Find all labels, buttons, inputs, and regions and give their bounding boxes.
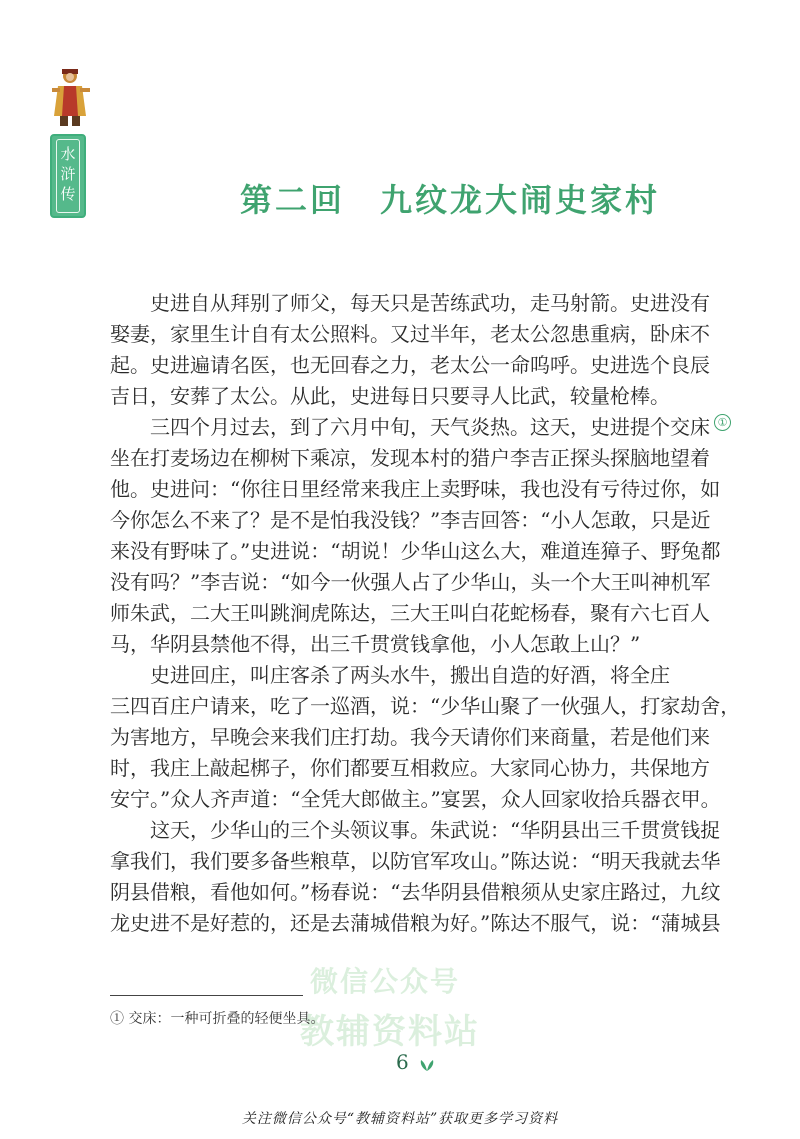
- body-line-with-footnote: [110, 412, 728, 443]
- body-line: 三四百庄户请来，吃了一巡酒，说：“少华山聚了一伙强人，打家劫舍，: [110, 694, 741, 718]
- footnote-marker[interactable]: ①: [714, 414, 731, 431]
- body-line: 吉日，安葬了太公。从此，史进每日只要寻人比武，较量枪棒。: [110, 384, 670, 408]
- footnote-divider: [110, 995, 303, 996]
- leaf-ornament-icon: [418, 1058, 436, 1072]
- body-line: 龙史进不是好惹的，还是去蒲城借粮为好。”陈达不服气，说：“蒲城县: [110, 911, 721, 935]
- body-line: 起。史进遍请名医，也无回春之力，老太公一命呜呼。史进选个良辰: [110, 353, 710, 377]
- body-line: 这天，少华山的三个头领议事。朱武说：“华阴县出三千贯赏钱捉: [150, 818, 721, 842]
- body-line: 他。史进问：“你往日里经常来我庄上卖野味，我也没有亏待过你，如: [110, 477, 721, 501]
- footnote: ① 交床：一种可折叠的轻便坐具。: [110, 1011, 325, 1027]
- body-line: 师朱武，二大王叫跳涧虎陈达，三大王叫白花蛇杨春，聚有六七百人: [110, 601, 710, 625]
- bottom-banner: 关注微信公众号“教辅资料站”获取更多学习资料: [241, 1111, 559, 1127]
- body-line: 史进自从拜别了师父，每天只是苦练武功，走马射箭。史进没有: [150, 291, 710, 315]
- watermark: [300, 960, 540, 1060]
- watermark-line1: 微信公众号: [310, 965, 461, 998]
- costumed-figure-illustration: [48, 66, 92, 128]
- body-line: 没有吗？”李吉说：“如今一伙强人占了少华山，头一个大王叫神机军: [110, 570, 711, 594]
- body-line: 拿我们，我们要多备些粮草，以防官军攻山。”陈达说：“明天我就去华: [110, 849, 721, 873]
- body-line: 安宁。”众人齐声道：“全凭大郎做主。”宴罢，众人回家收拾兵器衣甲。: [110, 787, 721, 811]
- side-tab-frame: [56, 139, 80, 213]
- body-text: [110, 288, 741, 939]
- body-line: 马，华阴县禁他不得，出三千贯赏钱拿他，小人怎敢上山？”: [110, 632, 641, 656]
- side-tab-label: 水浒传: [58, 146, 77, 206]
- body-line: 时，我庄上敲起梆子，你们都要互相救应。大家同心协力，共保地方: [110, 756, 710, 780]
- body-line: 坐在打麦场边在柳树下乘凉，发现本村的猎户李吉正探头探脑地望着: [110, 446, 710, 470]
- body-line: 阴县借粮，看他如何。”杨春说：“去华阴县借粮须从史家庄路过，九纹: [110, 880, 721, 904]
- watermark-line2: 教辅资料站: [300, 1012, 480, 1052]
- chapter-title: 第二回 九纹龙大闹史家村: [239, 181, 660, 219]
- book-side-tab: [50, 134, 86, 218]
- page-number: 6: [396, 1050, 409, 1074]
- body-line: 来没有野味了。”史进说：“胡说！少华山这么大，难道连獐子、野兔都: [110, 539, 721, 563]
- body-line-text: 三四个月过去，到了六月中旬，天气炎热。这天，史进提个交床: [150, 415, 710, 439]
- body-line: 为害地方，早晚会来我们庄打劫。我今天请你们来商量，若是他们来: [110, 725, 710, 749]
- body-line: 娶妻，家里生计自有太公照料。又过半年，老太公忽患重病，卧床不: [110, 322, 710, 346]
- body-line: 今你怎么不来了？是不是怕我没钱？”李吉回答：“小人怎敢，只是近: [110, 508, 711, 532]
- body-line: 史进回庄，叫庄客杀了两头水牛，搬出自造的好酒，将全庄: [150, 663, 670, 687]
